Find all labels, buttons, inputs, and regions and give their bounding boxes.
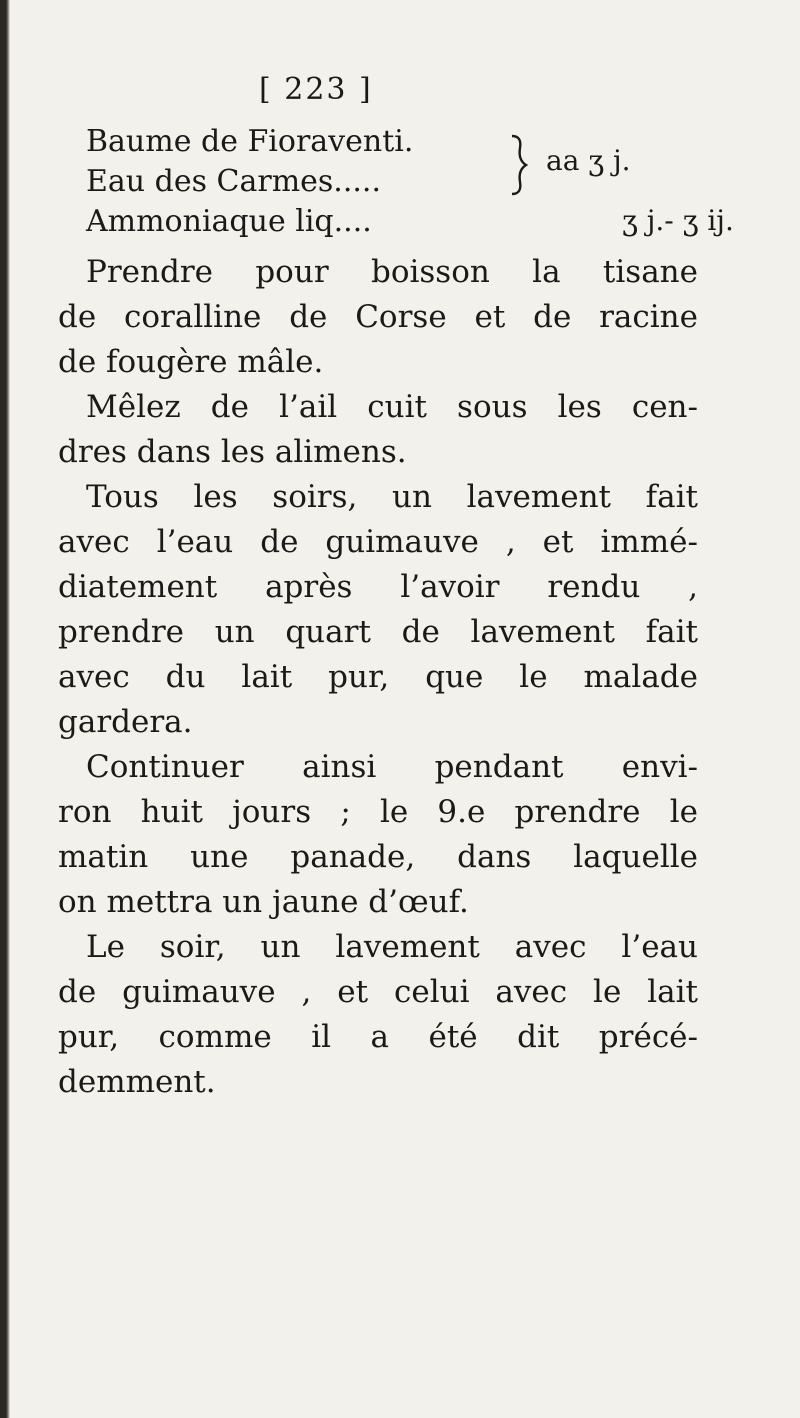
- text-line: de fougère mâle.: [58, 344, 324, 380]
- page-number: [ 223 ]: [259, 72, 373, 107]
- ingredient-dose: ʒ j.- ʒ ij.: [622, 204, 734, 237]
- ingredient-name: Eau des Carmes.....: [86, 164, 381, 199]
- text-line: Prendre pour boisson la tisane: [86, 254, 698, 290]
- text-line: ron huit jours ; le 9.e prendre le: [58, 794, 698, 830]
- text-line: Mêlez de l’ail cuit sous les cen-: [86, 389, 698, 425]
- brace-icon: [508, 134, 530, 196]
- paragraph-ail: [58, 385, 698, 475]
- text-line: Tous les soirs, un lavement fait: [86, 479, 698, 515]
- ingredient-name: Ammoniaque liq....: [86, 204, 372, 239]
- text-line: Le soir, un lavement avec l’eau: [86, 929, 698, 965]
- combined-dose: aa ʒ j.: [546, 144, 631, 177]
- text-line: prendre un quart de lavement fait: [58, 614, 698, 650]
- paragraph-soir: [58, 925, 698, 1105]
- paragraph-lavement: [58, 475, 698, 745]
- text-line: dres dans les alimens.: [58, 434, 407, 470]
- text-line: on mettra un jaune d’œuf.: [58, 884, 469, 920]
- text-line: de coralline de Corse et de racine: [58, 299, 698, 335]
- text-line: pur, comme il a été dit précé-: [58, 1019, 698, 1055]
- text-line: matin une panade, dans laquelle: [58, 839, 698, 875]
- text-line: avec l’eau de guimauve , et immé-: [58, 524, 698, 560]
- text-line: demment.: [58, 1064, 216, 1100]
- text-line: de guimauve , et celui avec le lait: [58, 974, 698, 1010]
- ingredient-name: Baume de Fioraventi.: [86, 124, 414, 159]
- recipe-line: [86, 204, 734, 244]
- text-line: diatement après l’avoir rendu ,: [58, 569, 698, 605]
- page-binding-edge: [0, 0, 10, 1418]
- paragraph-boisson: [58, 250, 698, 385]
- paragraph-continuer: [58, 745, 698, 925]
- text-line: avec du lait pur, que le malade: [58, 659, 698, 695]
- text-line: gardera.: [58, 704, 193, 740]
- text-line: Continuer ainsi pendant envi-: [86, 749, 698, 785]
